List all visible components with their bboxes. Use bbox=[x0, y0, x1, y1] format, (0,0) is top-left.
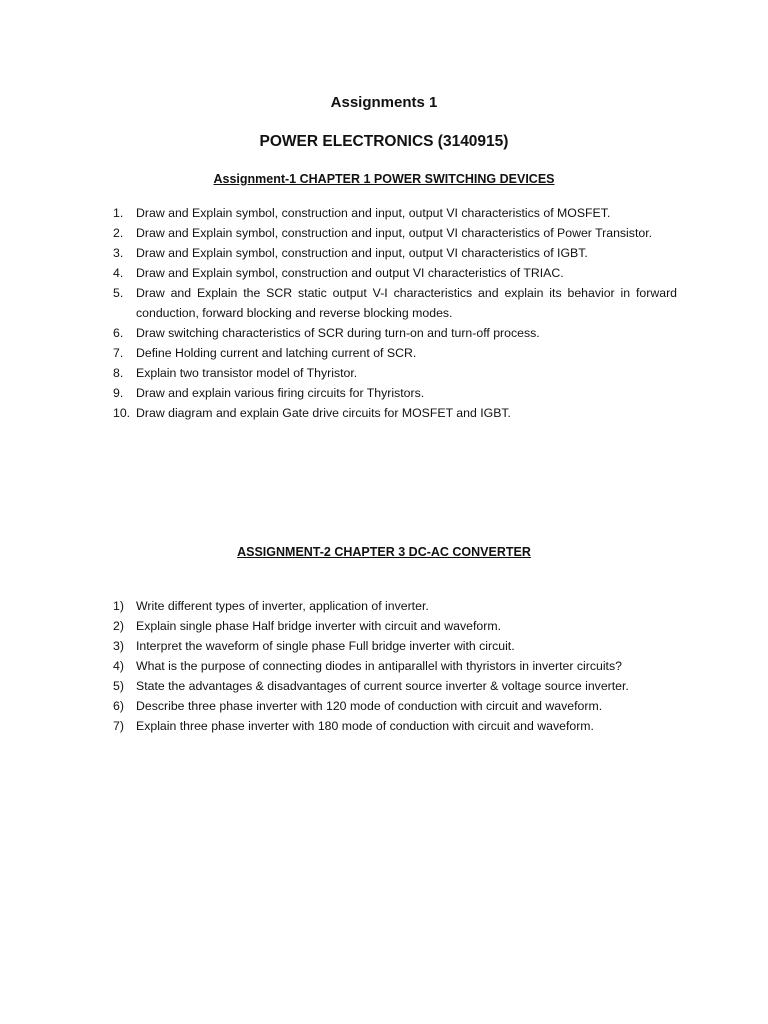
list-item bbox=[113, 596, 677, 616]
item-text: State the advantages & disadvantages of current source inverter & voltage source inverter. bbox=[136, 679, 629, 693]
item-text: Describe three phase inverter with 120 mode of conduction with circuit and waveform. bbox=[136, 699, 603, 713]
item-number: 5. bbox=[113, 286, 124, 300]
list-item bbox=[113, 263, 677, 283]
item-text: Write different types of inverter, application of inverter. bbox=[136, 599, 429, 613]
item-number: 6) bbox=[113, 699, 124, 713]
assignment-2-heading: ASSIGNMENT-2 CHAPTER 3 DC-AC CONVERTER bbox=[237, 545, 531, 559]
item-text: Draw and Explain symbol, construction and output VI characteristics of TRIAC. bbox=[136, 266, 564, 280]
item-text: Draw and Explain symbol, construction and input, output VI characteristics of Power Transistor. bbox=[136, 226, 653, 240]
list-item bbox=[113, 243, 677, 263]
list-item bbox=[113, 636, 677, 656]
list-item bbox=[113, 656, 677, 676]
list-item bbox=[113, 223, 677, 243]
item-text: Draw switching characteristics of SCR during turn-on and turn-off process. bbox=[136, 326, 540, 340]
assignment-1-heading: Assignment-1 CHAPTER 1 POWER SWITCHING DEVICES bbox=[213, 172, 555, 186]
item-number: 7) bbox=[113, 719, 124, 733]
item-number: 3) bbox=[113, 639, 124, 653]
list-item bbox=[113, 203, 677, 223]
item-number: 1) bbox=[113, 599, 124, 613]
item-text: Draw and explain various firing circuits for Thyristors. bbox=[136, 386, 425, 400]
list-item bbox=[113, 363, 677, 383]
item-text: Explain single phase Half bridge inverter with circuit and waveform. bbox=[136, 619, 501, 633]
item-text: Draw diagram and explain Gate drive circuits for MOSFET and IGBT. bbox=[136, 406, 511, 420]
item-text: Explain two transistor model of Thyristor. bbox=[136, 366, 358, 380]
item-number: 8. bbox=[113, 366, 124, 380]
assignment-1-questions bbox=[113, 203, 677, 423]
item-text: What is the purpose of connecting diodes in antiparallel with thyristors in inverter circuits? bbox=[136, 659, 622, 673]
item-number: 4. bbox=[113, 266, 124, 280]
list-item bbox=[113, 676, 677, 696]
item-number: 1. bbox=[113, 206, 124, 220]
item-number: 5) bbox=[113, 679, 124, 693]
item-text: Draw and Explain symbol, construction and input, output VI characteristics of MOSFET. bbox=[136, 206, 611, 220]
item-number: 2) bbox=[113, 619, 124, 633]
item-number: 10. bbox=[113, 406, 131, 420]
item-text: Draw and Explain the SCR static output V-I characteristics and explain its behavior in forward conduction, forward blocking and reverse blocking modes. bbox=[136, 286, 677, 320]
list-item bbox=[113, 383, 677, 403]
item-number: 6. bbox=[113, 326, 124, 340]
item-text: Interpret the waveform of single phase Full bridge inverter with circuit. bbox=[136, 639, 515, 653]
item-text: Draw and Explain symbol, construction and input, output VI characteristics of IGBT. bbox=[136, 246, 588, 260]
item-text: Define Holding current and latching current of SCR. bbox=[136, 346, 417, 360]
list-item bbox=[113, 343, 677, 363]
list-item bbox=[113, 323, 677, 343]
list-item bbox=[113, 403, 677, 423]
item-number: 7. bbox=[113, 346, 124, 360]
item-number: 4) bbox=[113, 659, 124, 673]
item-number: 2. bbox=[113, 226, 124, 240]
document-title: Assignments 1 bbox=[330, 94, 438, 111]
item-text: Explain three phase inverter with 180 mode of conduction with circuit and waveform. bbox=[136, 719, 594, 733]
list-item bbox=[113, 716, 677, 736]
assignment-2-questions bbox=[113, 596, 677, 736]
item-number: 3. bbox=[113, 246, 124, 260]
item-number: 9. bbox=[113, 386, 124, 400]
list-item bbox=[113, 696, 677, 716]
list-item bbox=[113, 616, 677, 636]
list-item bbox=[113, 283, 677, 323]
subject-title: POWER ELECTRONICS (3140915) bbox=[259, 133, 509, 150]
